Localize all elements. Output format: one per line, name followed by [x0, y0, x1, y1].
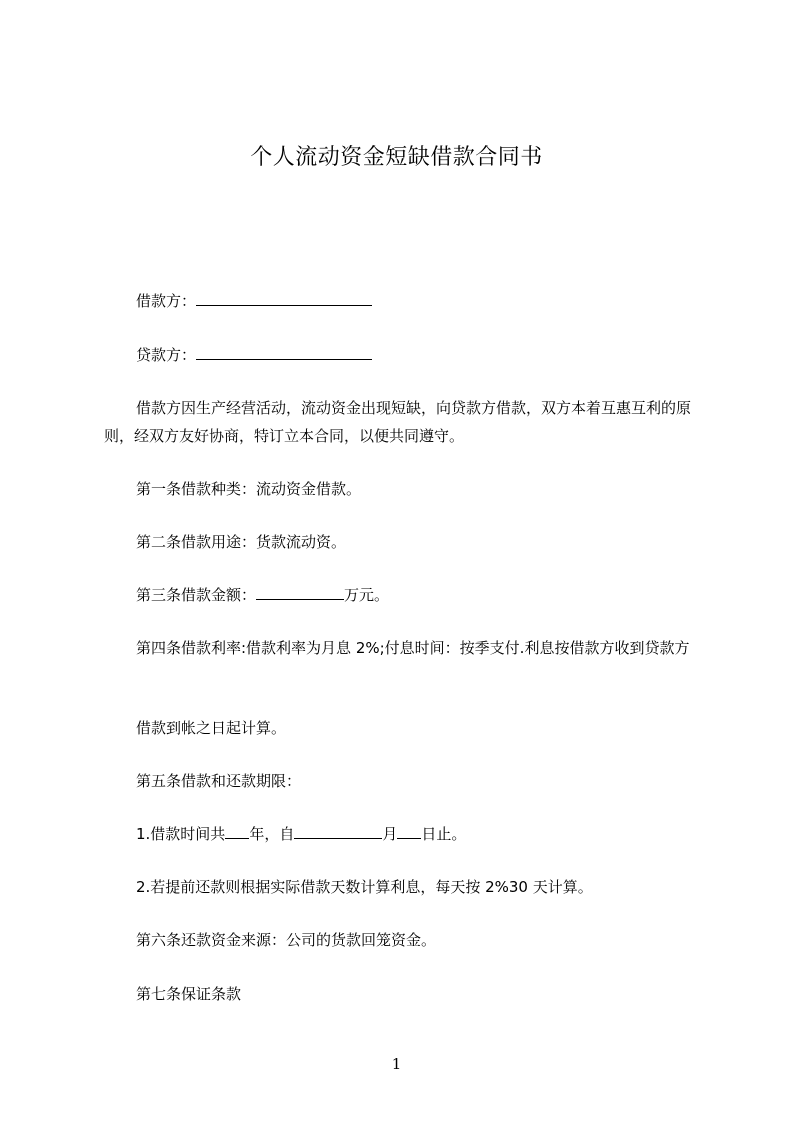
article-3 — [136, 585, 389, 605]
borrower-blank — [196, 291, 372, 306]
borrower-label: 借款方： — [136, 292, 197, 310]
item-1-text-b: 年，自 — [249, 825, 295, 843]
item-1-text-d: 日止。 — [421, 825, 467, 843]
article-5: 第五条借款和还款期限： — [136, 772, 302, 790]
amount-blank — [256, 585, 344, 600]
preamble-paragraph: 借款方因生产经营活动，流动资金出现短缺，向贷款方借款，双方本着互惠互利的原则，经双方友好协商，特订立本合同，以便共同遵守。 — [104, 399, 692, 445]
article-3-prefix: 第三条借款金额： — [136, 586, 257, 604]
article-7: 第七条保证条款 — [136, 985, 242, 1003]
article-5-item-2: 2.若提前还款则根据实际借款天数计算利息，每天按 2%30 天计算。 — [136, 878, 593, 896]
article-3-suffix: 万元。 — [344, 586, 390, 604]
years-blank — [225, 824, 249, 839]
start-date-blank — [294, 824, 382, 839]
article-2: 第二条借款用途：货款流动资。 — [136, 533, 347, 551]
article-6: 第六条还款资金来源：公司的货款回笼资金。 — [136, 931, 437, 949]
borrower-line — [136, 291, 372, 311]
item-1-text-c: 月 — [382, 825, 398, 843]
end-day-blank — [397, 824, 421, 839]
page-number: 1 — [391, 1055, 402, 1073]
article-1: 第一条借款种类：流动资金借款。 — [136, 480, 362, 498]
lender-label: 贷款方： — [136, 346, 197, 364]
article-4: 第四条借款利率:借款利率为月息 2%;付息时间：按季支付.利息按借款方收到贷款方 — [136, 639, 690, 657]
article-5-item-1 — [136, 824, 466, 844]
document-title: 个人流动资金短缺借款合同书 — [250, 145, 543, 170]
item-1-text-a: 1.借款时间共 — [136, 825, 226, 843]
lender-line — [136, 345, 372, 365]
lender-blank — [196, 345, 372, 360]
article-4-continuation: 借款到帐之日起计算。 — [136, 719, 287, 737]
